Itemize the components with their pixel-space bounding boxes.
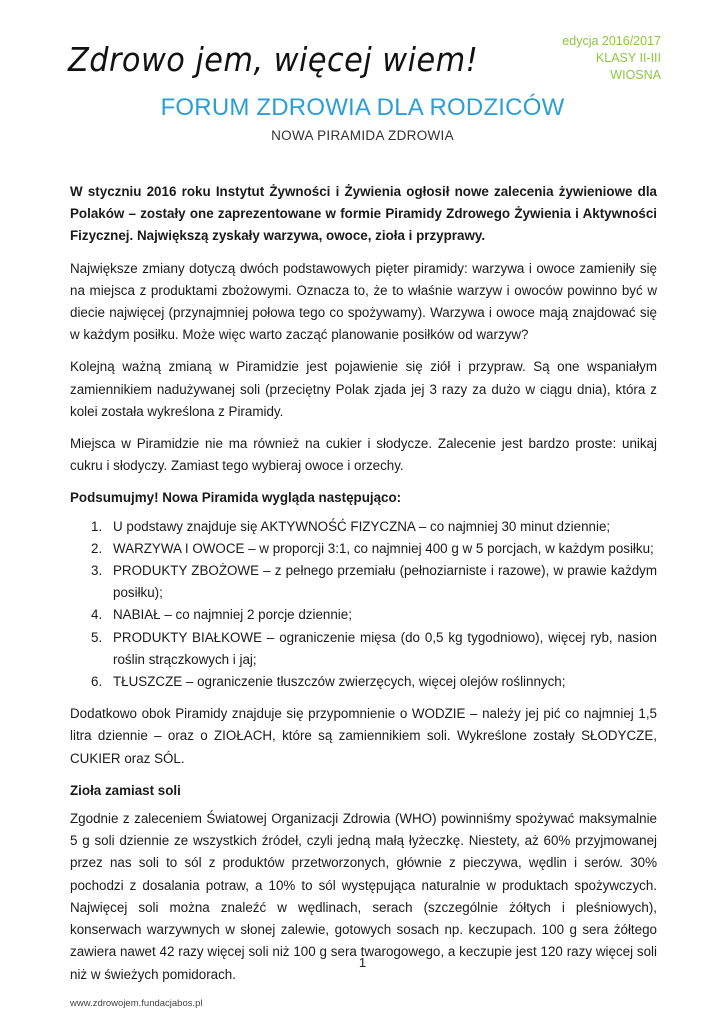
list-item-text: PRODUKTY ZBOŻOWE – z pełnego przemiału (pełnoziarniste i razowe), w prawie każdym posiłku); (113, 563, 657, 601)
lead-paragraph: W styczniu 2016 roku Instytut Żywności i Żywienia ogłosił nowe zalecenia żywieniowe dla Polaków – zostały one zaprezentowane w formie Piramidy Zdrowego Żywienia i Aktywności Fizycznej. Największą zyskały warzywa, owoce, zioła i przyprawy. (70, 184, 657, 244)
list-item-number: 2. (91, 540, 103, 556)
list-item-text: U podstawy znajduje się AKTYWNOŚĆ FIZYCZNA – co najmniej 30 minut dziennie; (113, 518, 611, 534)
list-item (70, 538, 657, 560)
salt-paragraph: Zgodnie z zaleceniem Światowej Organizacji Zdrowia (WHO) powinniśmy spożywać maksymalnie 5 g soli dziennie ze wszystkich źródeł, czyli jedną małą łyżeczkę. Niestety, aż 60% przyjmowanej przez nas soli to sól z produktów przetworzonych, głównie z pieczywa, wędlin i serów. 30% pochodzi z dosalania potraw, a 10% to sól występująca naturalnie w produktach spożywczych. Najwięcej soli można znaleźć w wędlinach, serach (szczególnie żółtych i pleśniowych), konserwach warzywnych w słonej zalewie, gotowych sosach np. keczupach. 100 g sera żółtego zawiera nawet 42 razy więcej soli niż 100 g sera twarogowego, a keczupie jest 120 razy więcej soli niż w świeżych pomidorach. (70, 811, 657, 982)
page-subtitle: NOWA PIRAMIDA ZDROWIA (271, 128, 454, 143)
list-item (70, 516, 657, 538)
footer-url[interactable]: www.zdrowojem.fundacjabos.pl (70, 998, 203, 1009)
page-title: FORUM ZDROWIA DLA RODZICÓW (160, 94, 565, 121)
edition-season: WIOSNA (610, 68, 661, 82)
list-item-text: TŁUSZCZE – ograniczenie tłuszczów zwierzęcych, więcej olejów roślinnych; (113, 674, 566, 690)
list-item-text: NABIAŁ – co najmniej 2 porcje dziennie; (113, 607, 352, 623)
list-item (70, 604, 657, 626)
program-logo: Zdrowo jem, więcej wiem! (68, 40, 479, 79)
salt-heading: Zioła zamiast soli (70, 782, 181, 798)
article-body (70, 181, 657, 996)
pyramid-list (70, 516, 657, 694)
list-item-number: 6. (91, 674, 103, 690)
edition-info (562, 33, 661, 84)
list-item-number: 3. (91, 563, 103, 579)
list-item (70, 560, 657, 604)
list-item-text: PRODUKTY BIAŁKOWE – ograniczenie mięsa (do 0,5 kg tygodniowo), więcej ryb, nasion roślin strączkowych i jaj; (113, 629, 657, 667)
paragraph: Największe zmiany dotyczą dwóch podstawowych pięter piramidy: warzywa i owoce zamieniły się na miejsca z produktami zbożowymi. Oznacza to, że to właśnie warzyw i owoców powinno być w diecie najwięcej (przynajmniej połowa tego co spożywamy). Warzywa i owoce mają znajdować się w każdym posiłku. Może więc warto zacząć planowanie posiłków od warzyw? (70, 260, 657, 343)
edition-classes: KLASY II-III (595, 51, 661, 65)
summary-heading: Podsumujmy! Nowa Piramida wygląda następująco: (70, 490, 402, 506)
list-item-number: 1. (91, 518, 103, 534)
page-number: 1 (358, 955, 367, 970)
list-item-text: WARZYWA I OWOCE – w proporcji 3:1, co najmniej 400 g w 5 porcjach, w każdym posiłku; (113, 540, 654, 556)
edition-year: edycja 2016/2017 (562, 34, 661, 48)
paragraph: Miejsca w Piramidzie nie ma również na cukier i słodycze. Zalecenie jest bardzo proste: unikaj cukru i słodyczy. Zamiast tego wybieraj owoce i orzechy. (70, 436, 657, 474)
paragraph: Kolejną ważną zmianą w Piramidzie jest pojawienie się ziół i przypraw. Są one wspaniałym zamiennikiem nadużywanej soli (przeciętny Polak zjada jej 3 razy za dużo w ciągu dnia), która z kolei została wykreślona z Piramidy. (70, 359, 657, 419)
list-item-number: 4. (91, 607, 103, 623)
list-item (70, 627, 657, 671)
water-herbs-paragraph: Dodatkowo obok Piramidy znajduje się przypomnienie o WODZIE – należy jej pić co najmniej 1,5 litra dziennie – oraz o ZIOŁACH, które są zamiennikiem soli. Wykreślone zostały SŁODYCZE, CUKIER oraz SÓL. (70, 706, 657, 766)
list-item-number: 5. (91, 629, 103, 645)
list-item (70, 671, 657, 693)
